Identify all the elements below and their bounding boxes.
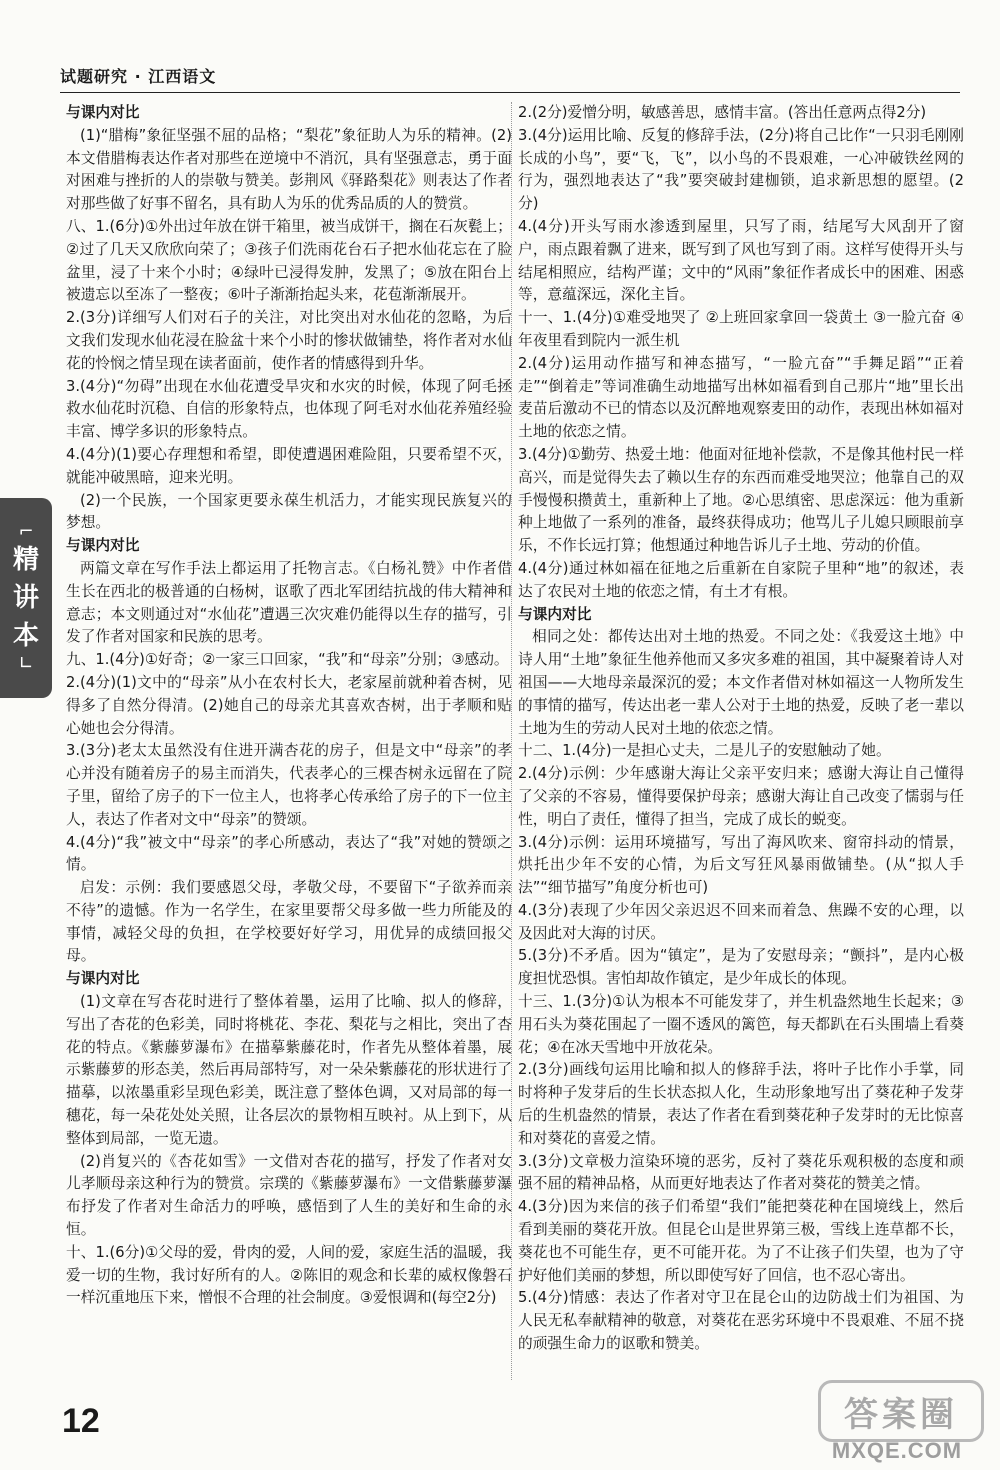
answer-paragraph: (1)“腊梅”象征坚强不屈的品格；“梨花”象征助人为乐的精神。(2)本文借腊梅表达作者对那些在逆境中不消沉，具有坚强意志，勇于面对困难与挫折的人的崇敬与赞美。彭荆风《驿路梨花》则表达了作者对那些做了好事不留名，具有助人为乐的优秀品质的人的赞赏。 <box>66 126 512 213</box>
answer-paragraph: 九、1.(4分)①好奇；②一家三口回家，“我”和“母亲”分别；③感动。 <box>66 651 509 669</box>
side-tab <box>0 498 52 698</box>
section-heading: 与课内对比 <box>518 605 592 623</box>
column-divider <box>511 102 512 1380</box>
answer-paragraph: 4.(3分)因为来信的孩子们希望“我们”能把葵花种在国境线上，然后看到美丽的葵花开放。但昆仑山是世界第三极，雪线上连草都不长，葵花也不可能生存，更不可能开花。为了不让孩子们失望，也为了守护好他们美丽的梦想，所以即使写好了回信，也不忍心寄出。 <box>518 1198 964 1284</box>
side-tab-char: 精 <box>12 545 39 575</box>
answer-paragraph: 3.(3分)老太太虽然没有住进开满杏花的房子，但是文中“母亲”的孝心并没有随着房子的易主而消失，代表孝心的三棵杏树永远留在了院子里，留给了房子的下一位主人，也将孝心传承给了房子的下一位主人，表达了作者对文中“母亲”的赞颂。 <box>66 742 512 828</box>
side-tab-open-bracket: ⌐ <box>18 521 34 542</box>
side-tab-close-bracket: ∟ <box>18 653 34 674</box>
section-heading: 与课内对比 <box>66 104 140 121</box>
answer-paragraph: 5.(4分)情感：表达了作者对守卫在昆仑山的边防战士们为祖国、为人民无私奉献精神的敬意，对葵花在恶劣环境中不畏艰难、不屈不挠的顽强生命力的讴歌和赞美。 <box>518 1289 964 1353</box>
answer-paragraph: 4.(4分)开头写雨水渗透到屋里，只写了雨，结尾写大风刮开了窗户，雨点跟着飘了进来，既写到了风也写到了雨。这样写使得开头与结尾相照应，结构严谨；文中的“风雨”象征作者成长中的困难、困惑等，意蕴深远，深化主旨。 <box>518 217 964 304</box>
answer-paragraph: 3.(4分)“勿碍”出现在水仙花遭受旱灾和水灾的时候，体现了阿毛拯救水仙花时沉稳、自信的形象特点，也体现了阿毛对水仙花养殖经验丰富、博学多识的形象特点。 <box>66 377 512 441</box>
answer-paragraph: 3.(4分)①勤劳、热爱土地：他面对征地补偿款，不是像其他村民一样高兴，而是觉得失去了赖以生存的东西而难受地哭泣；他靠自己的双手慢慢积攒黄土，重新种上了地。②心思缜密、思虑深远：他为重新种上地做了一系列的准备，最终获得成功；他骂儿子儿媳只顾眼前享乐，不作长远打算；他想通过种地告诉儿子土地、劳动的价值。 <box>518 445 964 555</box>
watermark-seal: 答案圈 <box>818 1380 984 1442</box>
side-tab-char: 本 <box>12 621 39 651</box>
answer-paragraph: 2.(2分)爱憎分明，敏感善思，感情丰富。(答出任意两点得2分) <box>518 104 927 121</box>
section-heading: 与课内对比 <box>66 537 140 555</box>
answer-paragraph: 3.(4分)示例：运用环境描写，写出了海风吹来、窗帘抖动的情景，烘托出少年不安的心情，为后文写狂风暴雨做铺垫。(从“拟人手法”“细节描写”角度分析也可) <box>518 833 964 897</box>
answer-paragraph: (2)肖复兴的《杏花如雪》一文借对杏花的描写，抒发了作者对女儿孝顺母亲这种行为的赞赏。宗璞的《紫藤萝瀑布》一文借紫藤萝瀑布抒发了作者对生命活力的呼唤，感悟到了人生的美好和生命的永恒。 <box>66 1152 512 1239</box>
answer-paragraph: 3.(4分)运用比喻、反复的修辞手法，(2分)将自己比作“一只羽毛刚刚长成的小鸟”，要“飞，飞”，以小鸟的不畏艰难，一心冲破铁丝网的行为，强烈地表达了“我”要突破封建枷锁，追求新思想的愿望。(2分) <box>518 126 964 213</box>
answer-paragraph: 4.(4分)“我”被文中“母亲”的孝心所感动，表达了“我”对她的赞颂之情。 <box>66 833 512 874</box>
answer-paragraph: 两篇文章在写作手法上都运用了托物言志。《白杨礼赞》中作者借生长在西北的极普通的白杨树，讴歌了西北军团结抗战的伟大精神和意志；本文则通过对“水仙花”遭遇三次灾难仍能得以生存的描写，引发了作者对国家和民族的思考。 <box>66 559 512 646</box>
answer-paragraph: 2.(4分)(1)文中的“母亲”从小在农村长大，老家屋前就种着杏树，见得多了自然分得清。(2)她自己的母亲尤其喜欢杏树，出于孝顺和贴心她也会分得清。 <box>66 673 512 737</box>
answer-paragraph: (1)文章在写杏花时进行了整体着墨，运用了比喻、拟人的修辞，写出了杏花的色彩美，同时将桃花、李花、梨花与之相比，突出了杏花的特点。《紫藤萝瀑布》在描摹紫藤花时，作者先从整体着墨，展示紫藤萝的形态美，然后再局部特写，对一朵朵紫藤花的形状进行了描摹，以浓墨重彩呈现色彩美，既注意了整体色调，又对局部的每一穗花，每一朵花处处关照，让各层次的景物相互映衬。从上到下，从整体到局部，一览无遗。 <box>66 993 512 1147</box>
answer-paragraph: 4.(4分)(1)要心存理想和希望，即使遭遇困难险阻，只要希望不灭，就能冲破黑暗，迎来光明。 <box>66 445 512 486</box>
answer-paragraph: 2.(4分)运用动作描写和神态描写，“一脸亢奋”“手舞足蹈”“正着走”“倒着走”等词准确生动地描写出林如福看到自己那片“地”里长出麦苗后激动不已的情态以及沉醉地观察麦田的动作，表现出林如福对土地的依恋之情。 <box>518 354 964 441</box>
answer-paragraph: 十二、1.(4分)一是担心丈夫，二是儿子的安慰触动了她。 <box>518 742 891 760</box>
side-tab-char: 讲 <box>12 583 39 613</box>
section-heading: 与课内对比 <box>66 970 140 988</box>
answer-paragraph: 4.(4分)通过林如福在征地之后重新在自家院子里种“地”的叙述，表达了农民对土地的依恋之情，有土才有根。 <box>518 559 964 600</box>
right-column <box>518 102 964 1356</box>
answer-paragraph: 八、1.(6分)①外出过年放在饼干箱里，被当成饼干，搁在石灰甏上；②过了几天又欣欣向荣了；③孩子们洗雨花台石子把水仙花忘在了脸盆里，浸了十来个小时；④绿叶已浸得发肿，发黑了；⑤放在阳台上被遗忘以至冻了一整夜；⑥叶子渐渐抬起头来，花苞渐渐展开。 <box>66 217 512 304</box>
answer-paragraph: 启发：示例：我们要感恩父母，孝敬父母，不要留下“子欲养而亲不待”的遗憾。作为一名学生，在家里要帮父母多做一些力所能及的事情，减轻父母的负担，在学校要好好学习，用优异的成绩回报父母。 <box>66 879 512 965</box>
page-header: 试题研究 · 江西语文 <box>60 67 217 86</box>
left-column <box>66 102 512 1310</box>
answer-paragraph: 十、1.(6分)①父母的爱，骨肉的爱，人间的爱，家庭生活的温暖，我爱一切的生物，我讨好所有的人。②陈旧的观念和长辈的威权像磐石一样沉重地压下来，憎恨不合理的社会制度。③爱恨调和(每空2分) <box>66 1243 512 1307</box>
answer-paragraph: 3.(3分)文章极力渲染环境的恶劣，反衬了葵花乐观积极的态度和顽强不屈的精神品格，从而更好地表达了作者对葵花的赞美之情。 <box>518 1152 964 1193</box>
answer-paragraph: 相同之处：都传达出对土地的热爱。不同之处：《我爱这土地》中诗人用“土地”象征生他养他而又多灾多难的祖国，其中凝聚着诗人对祖国——大地母亲最深沉的爱；本文作者借对林如福这一人物所发生的事情的描写，传达出老一辈人公对于土地的热爱，反映了老一辈以土地为生的劳动人民对土地的依恋之情。 <box>518 628 964 737</box>
header-rule <box>60 92 960 93</box>
answer-paragraph: 5.(3分)不矛盾。因为“镇定”，是为了安慰母亲；“颤抖”，是内心极度担忧恐惧。害怕却故作镇定，是少年成长的体现。 <box>518 947 964 988</box>
answer-paragraph: 2.(3分)详细写人们对石子的关注，对比突出对水仙花的忽略，为后文我们发现水仙花浸在脸盆十来个小时的惨状做铺垫，将作者对水仙花的怜悯之情呈现在读者面前，使作者的情感得到升华。 <box>66 309 512 372</box>
answer-paragraph: 2.(4分)示例：少年感谢大海让父亲平安归来；感谢大海让自己懂得了父亲的不容易，懂得要保护母亲；感谢大海让自己改变了懦弱与任性，明白了责任，懂得了担当，完成了成长的蜕变。 <box>518 765 964 828</box>
answer-paragraph: 十一、1.(4分)①难受地哭了 ②上班回家拿回一袋黄土 ③一脸亢奋 ④年夜里看到院内一派生机 <box>518 309 964 349</box>
answer-paragraph: (2)一个民族，一个国家更要永葆生机活力，才能实现民族复兴的梦想。 <box>66 491 512 532</box>
answer-paragraph: 十三、1.(3分)①认为根本不可能发芽了，并生机盎然地生长起来；③用石头为葵花围起了一圈不透风的篱笆，每天都趴在石头围墙上看葵花；④在冰天雪地中开放花朵。 <box>518 993 964 1056</box>
answer-paragraph: 4.(3分)表现了少年因父亲迟迟不回来而着急、焦躁不安的心理，以及因此对大海的讨厌。 <box>518 901 964 942</box>
watermark <box>812 1380 982 1464</box>
answer-paragraph: 2.(3分)画线句运用比喻和拟人的修辞手法，将叶子比作小手掌，同时将种子发芽后的生长状态拟人化，生动形象地写出了葵花种子发芽后的生机盎然的情景，表达了作者在看到葵花种子发芽时的无比惊喜和对葵花的喜爱之情。 <box>518 1061 964 1147</box>
watermark-url: MXQE.COM <box>831 1438 963 1463</box>
page-number: 12 <box>62 1402 100 1440</box>
